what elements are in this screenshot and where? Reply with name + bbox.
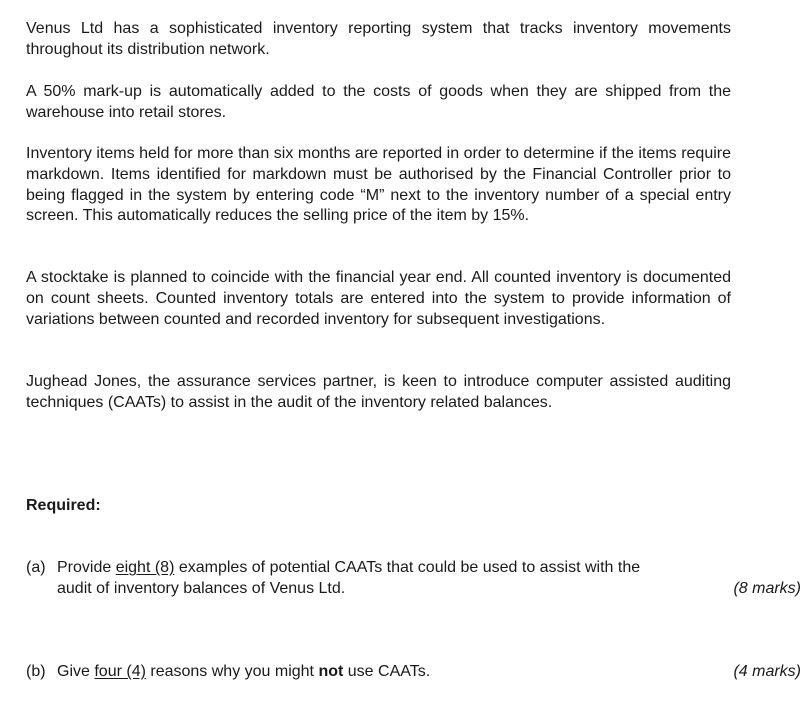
question-a-label: (a)	[26, 559, 46, 576]
question-b-text	[57, 662, 677, 683]
question-b-marks: (4 marks)	[733, 663, 801, 680]
question-b-bold: not	[318, 663, 344, 680]
paragraph-stocktake: A stocktake is planned to coincide with the financial year end. All counted inventory is documented on count sheets. Counted inventory totals are entered into the system to provide information of variations between counted and recorded inventory for subsequent investigations.	[26, 269, 731, 328]
question-b	[26, 662, 801, 684]
paragraph-caats: Jughead Jones, the assurance services partner, is keen to introduce computer assisted auditing techniques (CAATs) to assist in the audit of the inventory related balances.	[26, 373, 731, 411]
paragraph-intro: Venus Ltd has a sophisticated inventory reporting system that tracks inventory movements throughout its distribution network.	[26, 20, 731, 58]
paragraph-markup: A 50% mark-up is automatically added to the costs of goods when they are shipped from the warehouse into retail stores.	[26, 83, 731, 121]
question-b-underlined: four (4)	[94, 663, 146, 680]
question-a-text-before: Provide	[57, 559, 116, 576]
question-b-text-after: use CAATs.	[343, 663, 431, 680]
question-a-underlined: eight (8)	[115, 559, 175, 576]
question-a-text	[57, 558, 677, 600]
paragraph-markdown: Inventory items held for more than six months are reported in order to determine if the items require markdown. Items identified for markdown must be authorised by the Financial Controller prior to being flagged in the system by entering code “M” next to the inventory number of a special entry screen. This automatically reduces the selling price of the item by 15%.	[26, 145, 731, 225]
question-b-label: (b)	[26, 663, 46, 680]
question-b-text-before: Give	[57, 663, 95, 680]
question-a-text-after: examples of potential CAATs that could be used to assist with the audit of inventory balances of Venus Ltd.	[57, 559, 641, 597]
required-heading: Required:	[26, 497, 101, 514]
question-a	[26, 558, 801, 602]
question-b-text-middle: reasons why you might	[145, 663, 319, 680]
question-a-marks: (8 marks)	[733, 580, 801, 597]
